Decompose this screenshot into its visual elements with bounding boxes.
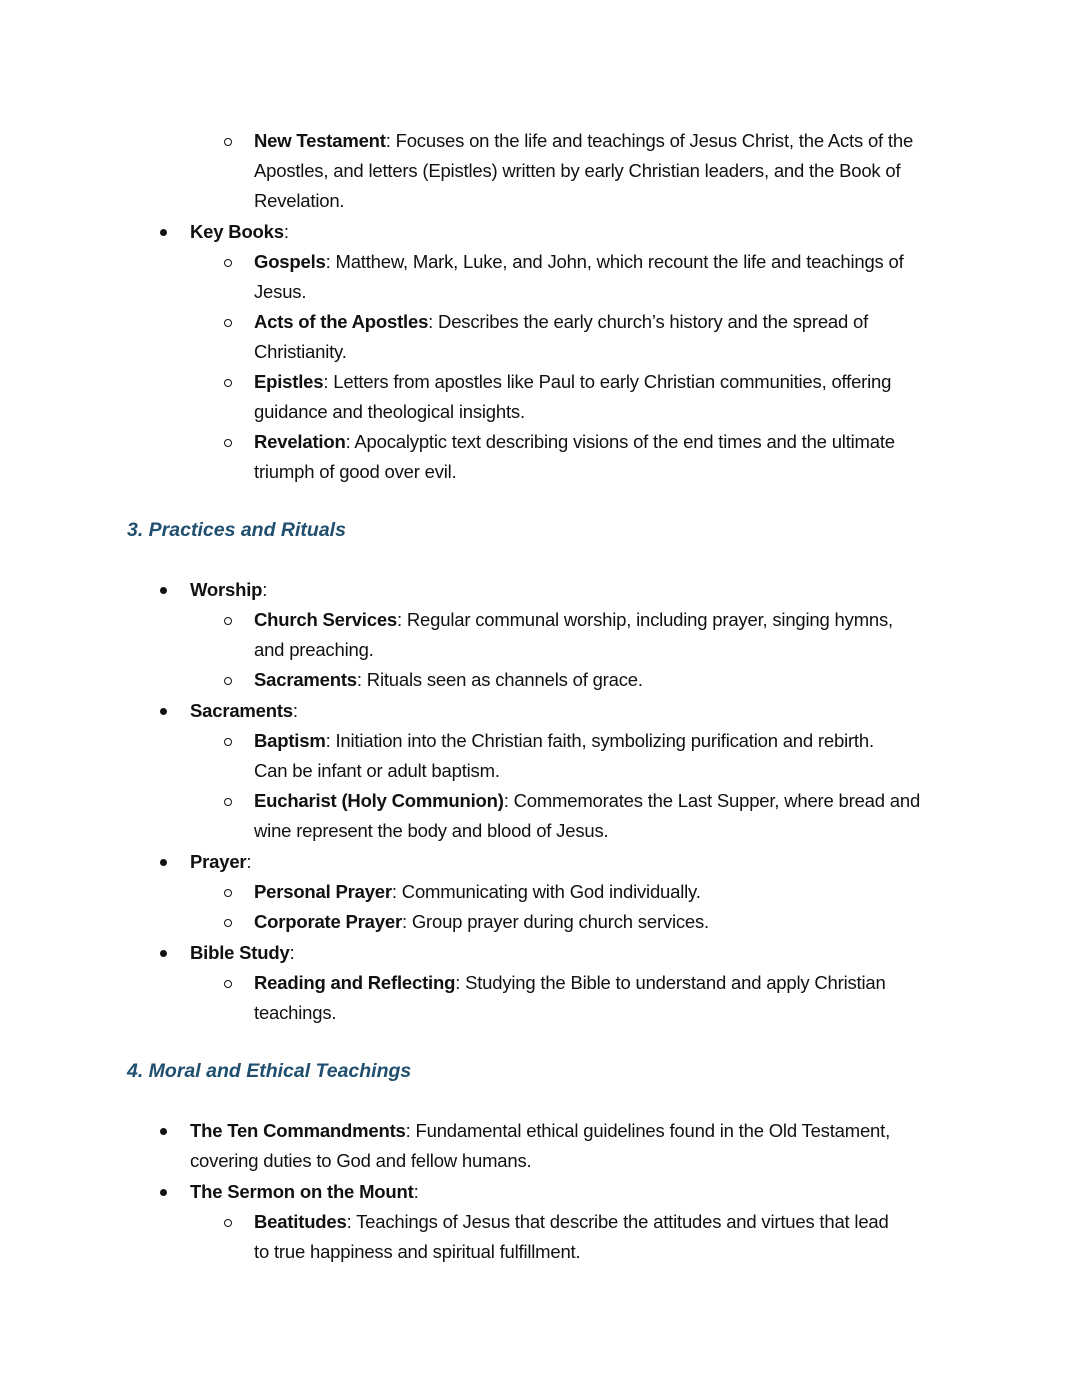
text-line: Jesus. <box>254 281 307 302</box>
text-line: and preaching. <box>254 639 374 660</box>
sub-bullet-icon <box>224 677 232 685</box>
list-item-epistles: Epistles: Letters from apostles like Paul to early Christian communities, offering <box>254 371 892 392</box>
list-item-ten-commandments: The Ten Commandments: Fundamental ethical guidelines found in the Old Testament, <box>190 1120 891 1141</box>
text-line: covering duties to God and fellow humans. <box>190 1150 532 1171</box>
bullet-icon <box>160 1189 167 1196</box>
section-heading-practices: 3. Practices and Rituals <box>127 519 346 541</box>
text-line: wine represent the body and blood of Jesus. <box>254 820 609 841</box>
list-item-sacraments: Sacraments: <box>190 700 298 721</box>
bullet-icon <box>160 950 167 957</box>
section-heading-moral-teachings: 4. Moral and Ethical Teachings <box>127 1060 412 1082</box>
bullet-icon <box>160 1128 167 1135</box>
text-line: teachings. <box>254 1002 337 1023</box>
sub-bullet-icon <box>224 889 232 897</box>
text-line: Christianity. <box>254 341 347 362</box>
sub-bullet-icon <box>224 379 232 387</box>
list-item-baptism: Baptism: Initiation into the Christian faith, symbolizing purification and rebirth. <box>254 730 874 751</box>
sub-bullet-icon <box>224 919 232 927</box>
list-item-sacraments-worship: Sacraments: Rituals seen as channels of grace. <box>254 669 643 690</box>
sub-bullet-icon <box>224 439 232 447</box>
list-item-eucharist: Eucharist (Holy Communion): Commemorates the Last Supper, where bread and <box>254 790 921 811</box>
list-item-reading-reflecting: Reading and Reflecting: Studying the Bible to understand and apply Christian <box>254 972 886 993</box>
sub-bullet-icon <box>224 1219 232 1227</box>
list-item-personal-prayer: Personal Prayer: Communicating with God individually. <box>254 881 701 902</box>
list-item-prayer: Prayer: <box>190 851 252 872</box>
list-item-new-testament: New Testament: Focuses on the life and teachings of Jesus Christ, the Acts of the <box>254 130 914 151</box>
sub-bullet-icon <box>224 738 232 746</box>
sub-bullet-icon <box>224 617 232 625</box>
list-item-corporate-prayer: Corporate Prayer: Group prayer during church services. <box>254 911 709 932</box>
list-item-sermon-on-the-mount: The Sermon on the Mount: <box>190 1181 419 1202</box>
sub-bullet-icon <box>224 319 232 327</box>
bullet-icon <box>160 229 167 236</box>
bullet-icon <box>160 708 167 715</box>
list-item-worship: Worship: <box>190 579 268 600</box>
list-item-bible-study: Bible Study: <box>190 942 295 963</box>
sub-bullet-icon <box>224 259 232 267</box>
bullet-icon <box>160 859 167 866</box>
text-line: guidance and theological insights. <box>254 401 525 422</box>
list-item-acts: Acts of the Apostles: Describes the early church’s history and the spread of <box>254 311 869 332</box>
bullet-icon <box>160 587 167 594</box>
list-item-key-books: Key Books: <box>190 221 289 242</box>
list-item-revelation: Revelation: Apocalyptic text describing visions of the end times and the ultimate <box>254 431 895 452</box>
list-item-church-services: Church Services: Regular communal worship, including prayer, singing hymns, <box>254 609 893 630</box>
text-line: Can be infant or adult baptism. <box>254 760 500 781</box>
text-line: to true happiness and spiritual fulfillment. <box>254 1241 581 1262</box>
list-item-beatitudes: Beatitudes: Teachings of Jesus that describe the attitudes and virtues that lead <box>254 1211 889 1232</box>
text-line: Apostles, and letters (Epistles) written by early Christian leaders, and the Book of <box>254 160 901 181</box>
sub-bullet-icon <box>224 798 232 806</box>
sub-bullet-icon <box>224 138 232 146</box>
sub-bullet-icon <box>224 980 232 988</box>
text-line: triumph of good over evil. <box>254 461 457 482</box>
list-item-gospels: Gospels: Matthew, Mark, Luke, and John, which recount the life and teachings of <box>254 251 904 272</box>
text-line: Revelation. <box>254 190 345 211</box>
